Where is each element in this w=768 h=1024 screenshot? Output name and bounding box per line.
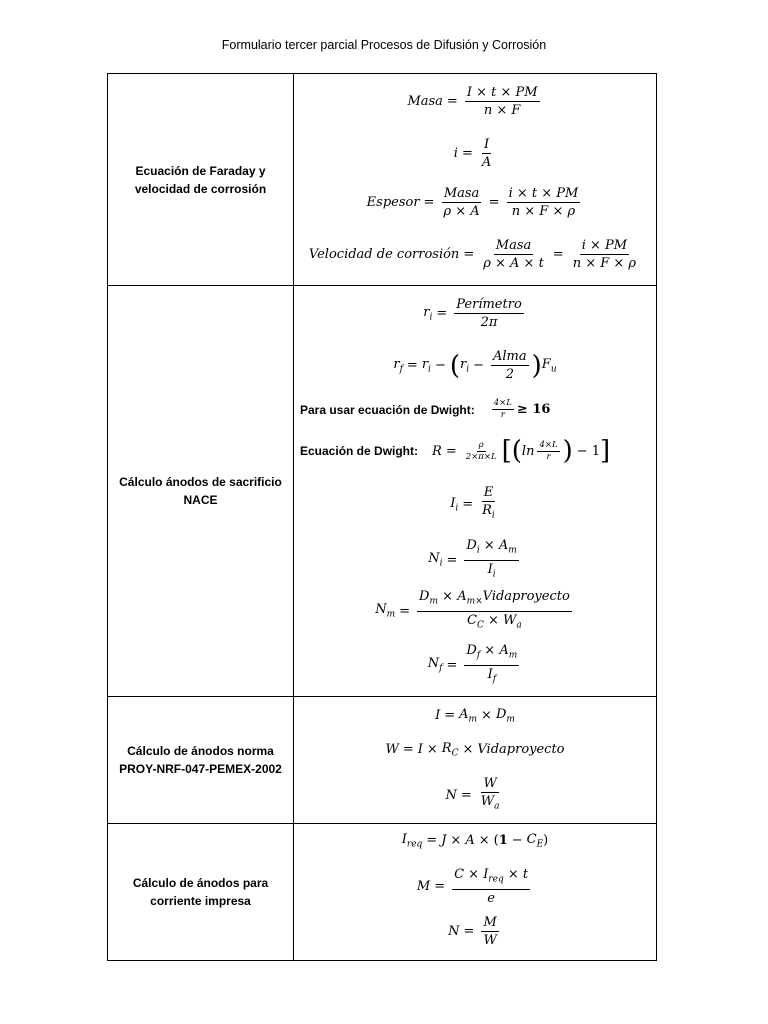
equation-masa: Masa = $\frac{I \times t \times PM}{n \times F}$ xyxy=(407,85,538,118)
equation-cell-faraday xyxy=(294,74,657,286)
page-title: Formulario tercer parcial Procesos de Difusión y Corrosión xyxy=(221,38,547,52)
table-row xyxy=(108,824,657,961)
equation-Ireq: $I_{req}$ = J × A × ( 1 − $C_E$ ) xyxy=(401,832,549,850)
table-row xyxy=(108,74,657,286)
equation-Nm: $N_m$ = $\frac{D_m \times A_{m\times}Vidaproyecto}{C_C \times W_a}$ xyxy=(375,589,570,631)
equation-velocidad-corrosion: Velocidad de corrosión = $\frac{\text{Masa}}{\rho \times A \times t}$ = $\frac{i \times PM}{n \times F \times \rho}$ xyxy=(308,238,637,271)
equation-cell-nace xyxy=(294,286,657,697)
equation-Ii: $I_i$ = $\frac{E}{R_i}$ xyxy=(450,485,495,521)
equation-M: M = $\frac{C \times I_{req} \times t}{e}$ xyxy=(416,867,529,906)
equation-dwight-condition: Para usar ecuación de Dwight: $\frac{4\times L}{r}$ ≥ 16 xyxy=(300,398,551,420)
equation-dwight: Ecuación de Dwight: R = $\frac{\rho}{2\times\pi\times L}$ [ ( ln $\frac{4\times L}{r}$ ) − 1 ] xyxy=(300,436,611,466)
equation-W-pemex: W = I × $R_C$ × Vidaproyecto xyxy=(385,741,565,759)
equation-ri: $r_i$ = $\frac{\text{Perímetro}}{2\pi}$ xyxy=(423,297,522,330)
table-row xyxy=(108,697,657,824)
section-label-pemex: Cálculo de ánodos norma PROY-NRF-047-PEMEX-2002 xyxy=(108,697,294,824)
equation-densidad-corriente: i = $\frac{I}{A}$ xyxy=(453,137,492,170)
equation-Ni: $N_i$ = $\frac{D_i \times A_m}{I_i}$ xyxy=(428,538,517,580)
table-row xyxy=(108,286,657,697)
equation-I-pemex: I = $A_m$ × $D_m$ xyxy=(435,707,515,725)
equation-cell-pemex xyxy=(294,697,657,824)
equation-N-impresa: N = $\frac{M}{W}$ xyxy=(448,915,497,948)
equation-Nf: $N_f$ = $\frac{D_f \times A_m}{I_f}$ xyxy=(427,643,518,685)
equation-rf: $r_f$ = $r_i$ − ( $r_i$ − $\frac{\text{Alma}}{2}$ ) $F_u$ xyxy=(393,349,557,382)
section-label-nace: Cálculo ánodos de sacrificio NACE xyxy=(108,286,294,697)
section-label-faraday: Ecuación de Faraday y velocidad de corrosión xyxy=(108,74,294,286)
equation-N-pemex: N = $\frac{W}{W_a}$ xyxy=(445,776,500,812)
section-label-impresa: Cálculo de ánodos para corriente impresa xyxy=(108,824,294,961)
equation-espesor: Espesor = $\frac{\text{Masa}}{\rho \times A}$ = $\frac{i \times t \times PM}{n \times F \times \rho}$ xyxy=(366,186,579,219)
equation-cell-impresa xyxy=(294,824,657,961)
formula-table xyxy=(107,73,657,961)
